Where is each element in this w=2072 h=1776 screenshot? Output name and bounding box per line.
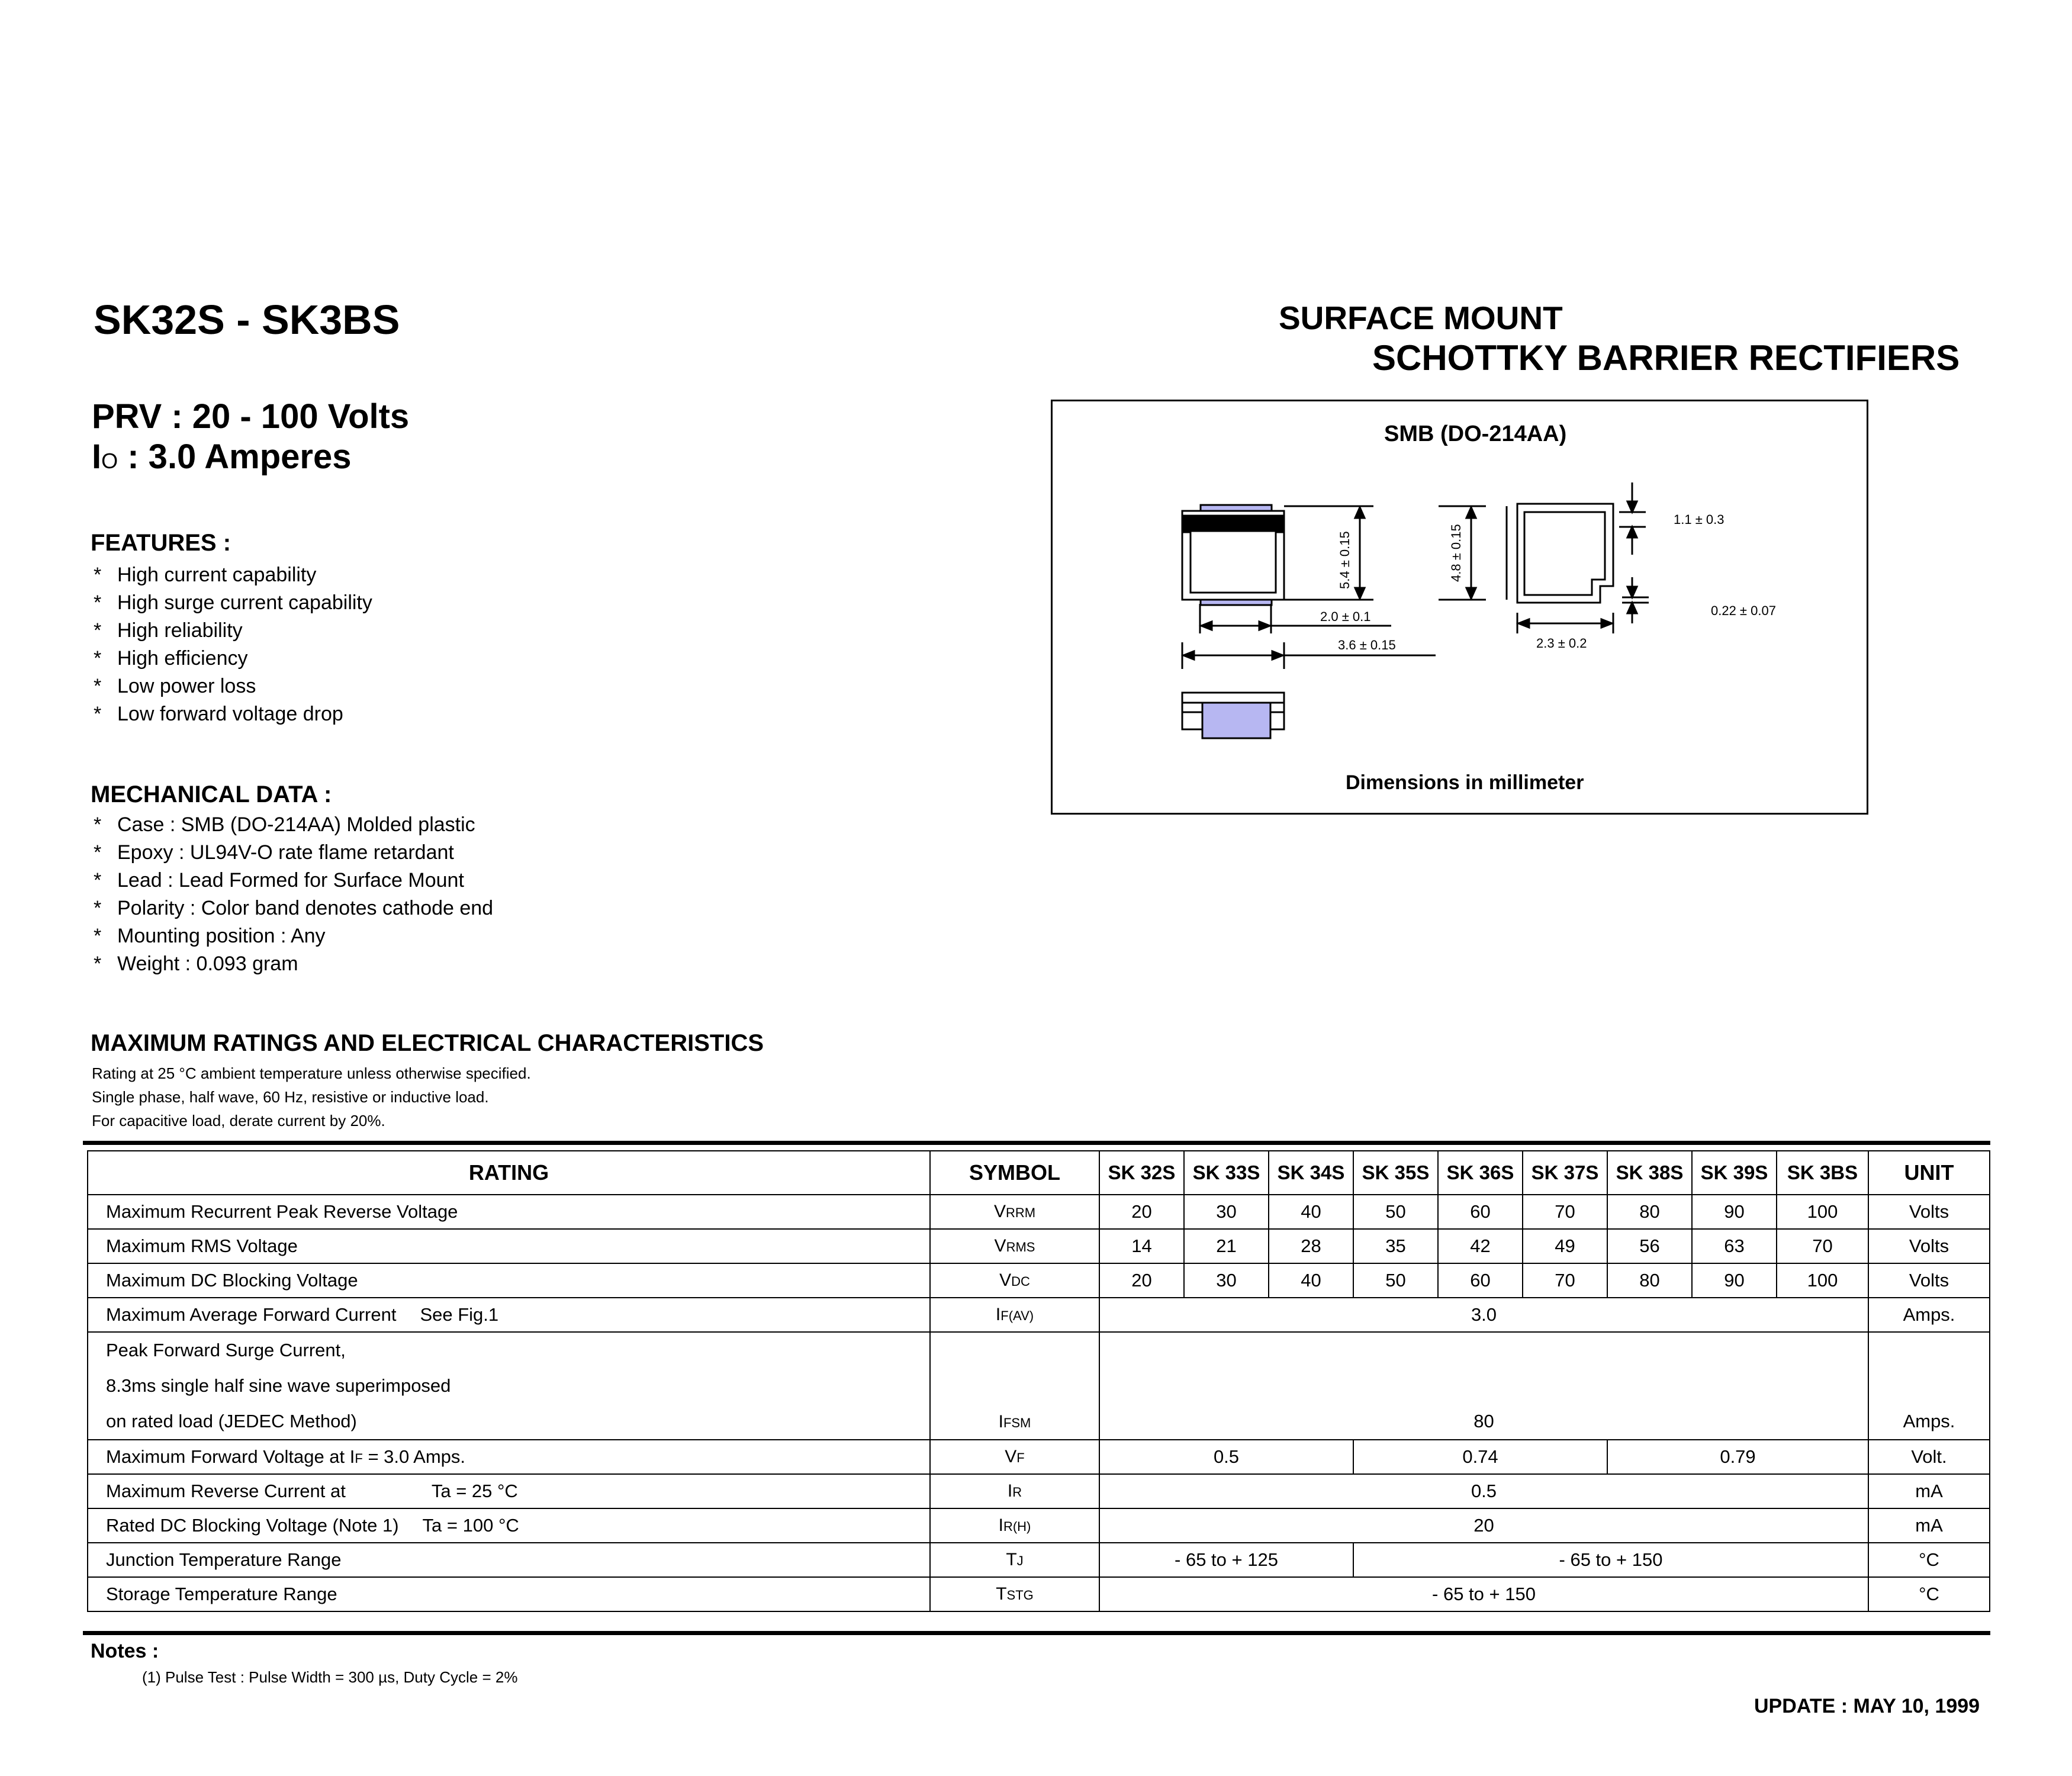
unit-cell: mA <box>1868 1508 1990 1543</box>
list-item: * Polarity : Color band denotes cathode end <box>94 897 494 919</box>
value-cell: 100 <box>1777 1195 1868 1229</box>
update-date: UPDATE : MAY 10, 1999 <box>1754 1695 1980 1717</box>
column-header-part: SK 35S <box>1353 1151 1438 1195</box>
table-top-rule <box>83 1141 1990 1145</box>
value-cell: 20 <box>1099 1263 1184 1298</box>
dimensions-caption: Dimensions in millimeter <box>1346 771 1584 794</box>
list-item: * Case : SMB (DO-214AA) Molded plastic <box>94 813 475 836</box>
value-cell: 21 <box>1184 1229 1269 1263</box>
value-cell: 70 <box>1523 1263 1607 1298</box>
part-number-title: SK32S - SK3BS <box>94 297 400 343</box>
value-cell: 40 <box>1269 1195 1353 1229</box>
rating-label: Storage Temperature Range <box>88 1577 930 1611</box>
symbol-cell: VF <box>930 1440 1099 1474</box>
value-cell: 80 <box>1607 1195 1692 1229</box>
unit-cell: Amps. <box>1868 1332 1990 1440</box>
table-bottom-rule <box>83 1631 1990 1635</box>
features-heading: FEATURES : <box>91 530 231 556</box>
column-header-part: SK 38S <box>1607 1151 1692 1195</box>
value-cell: 42 <box>1438 1229 1523 1263</box>
column-header-symbol: SYMBOL <box>930 1151 1099 1195</box>
product-title-line-2: SCHOTTKY BARRIER RECTIFIERS <box>1372 338 1960 378</box>
value-cell: 56 <box>1607 1229 1692 1263</box>
value-cell: 50 <box>1353 1263 1438 1298</box>
rating-label: Rated DC Blocking Voltage (Note 1) Ta = 100 °C <box>88 1508 930 1543</box>
dim-label: 4.8 ± 0.15 <box>1449 524 1463 582</box>
unit-cell: °C <box>1868 1577 1990 1611</box>
value-cell: - 65 to + 150 <box>1099 1577 1868 1611</box>
package-outline-drawing <box>1051 400 1865 811</box>
list-item: * High efficiency <box>94 647 248 670</box>
rating-label: Maximum Forward Voltage at IF = 3.0 Amps. <box>88 1440 930 1474</box>
value-cell: 30 <box>1184 1263 1269 1298</box>
value-cell: - 65 to + 150 <box>1353 1543 1868 1577</box>
io-value: : 3.0 Amperes <box>118 437 352 476</box>
dim-label: 1.1 ± 0.3 <box>1674 512 1724 527</box>
cathode-band <box>1182 516 1284 532</box>
list-item: * Low power loss <box>94 675 256 697</box>
symbol-cell: TSTG <box>930 1577 1099 1611</box>
list-item: * High current capability <box>94 564 317 586</box>
io-symbol: I <box>92 437 102 476</box>
symbol-cell: VRMS <box>930 1229 1099 1263</box>
rating-label: Junction Temperature Range <box>88 1543 930 1577</box>
symbol-cell: IF(AV) <box>930 1298 1099 1332</box>
rating-label: Maximum DC Blocking Voltage <box>88 1263 930 1298</box>
table-row <box>88 1298 1990 1332</box>
value-cell: 30 <box>1184 1195 1269 1229</box>
symbol-cell: TJ <box>930 1543 1099 1577</box>
notes-heading: Notes : <box>91 1640 159 1662</box>
ratings-table <box>87 1150 1990 1612</box>
column-header-part: SK 33S <box>1184 1151 1269 1195</box>
value-cell: 28 <box>1269 1229 1353 1263</box>
unit-cell: Volts <box>1868 1263 1990 1298</box>
column-header-rating: RATING <box>88 1151 930 1195</box>
value-cell: 90 <box>1692 1195 1777 1229</box>
dim-label: 5.4 ± 0.15 <box>1337 531 1352 589</box>
prv-spec: PRV : 20 - 100 Volts <box>92 397 410 436</box>
table-row <box>88 1440 1990 1474</box>
value-cell: 60 <box>1438 1263 1523 1298</box>
rating-label: Maximum Recurrent Peak Reverse Voltage <box>88 1195 930 1229</box>
value-cell: 20 <box>1099 1195 1184 1229</box>
unit-cell: Volts <box>1868 1229 1990 1263</box>
table-row <box>88 1474 1990 1508</box>
unit-cell: Volt. <box>1868 1440 1990 1474</box>
value-cell: 70 <box>1523 1195 1607 1229</box>
unit-cell: Volts <box>1868 1195 1990 1229</box>
unit-cell: °C <box>1868 1543 1990 1577</box>
value-cell: 63 <box>1692 1229 1777 1263</box>
value-cell: 14 <box>1099 1229 1184 1263</box>
product-title-line-1: SURFACE MOUNT <box>1279 300 1563 336</box>
column-header-part: SK 34S <box>1269 1151 1353 1195</box>
profile-body <box>1517 504 1613 603</box>
value-cell: 20 <box>1099 1508 1868 1543</box>
value-cell: 3.0 <box>1099 1298 1868 1332</box>
top-view-inner <box>1191 531 1276 593</box>
symbol-cell: IR(H) <box>930 1508 1099 1543</box>
value-cell: 49 <box>1523 1229 1607 1263</box>
table-row <box>88 1263 1990 1298</box>
mechanical-data-list <box>94 811 493 978</box>
table-row <box>88 1577 1990 1611</box>
table-row <box>88 1508 1990 1543</box>
condition-line: Single phase, half wave, 60 Hz, resistive or inductive load. <box>92 1088 489 1106</box>
table-row <box>88 1332 1990 1440</box>
value-cell: 35 <box>1353 1229 1438 1263</box>
column-header-part: SK 36S <box>1438 1151 1523 1195</box>
value-cell: 0.74 <box>1353 1440 1607 1474</box>
value-cell: 50 <box>1353 1195 1438 1229</box>
mechanical-data-heading: MECHANICAL DATA : <box>91 781 332 807</box>
list-item: * Weight : 0.093 gram <box>94 953 298 975</box>
value-cell: - 65 to + 125 <box>1099 1543 1353 1577</box>
value-cell: 100 <box>1777 1263 1868 1298</box>
symbol-cell: IFSM <box>930 1332 1099 1440</box>
features-list <box>94 561 372 728</box>
column-header-part: SK 3BS <box>1777 1151 1868 1195</box>
column-header-part: SK 37S <box>1523 1151 1607 1195</box>
list-item: * Epoxy : UL94V-O rate flame retardant <box>94 841 454 864</box>
list-item: * High surge current capability <box>94 591 372 614</box>
column-header-part: SK 32S <box>1099 1151 1184 1195</box>
symbol-cell: IR <box>930 1474 1099 1508</box>
dim-label: 2.0 ± 0.1 <box>1320 609 1371 624</box>
symbol-cell: VDC <box>930 1263 1099 1298</box>
dim-label: 3.6 ± 0.15 <box>1338 638 1396 652</box>
list-item: * Mounting position : Any <box>94 925 326 947</box>
rating-label: Maximum RMS Voltage <box>88 1229 930 1263</box>
value-cell: 40 <box>1269 1263 1353 1298</box>
value-cell: 0.79 <box>1607 1440 1868 1474</box>
list-item: * Lead : Lead Formed for Surface Mount <box>94 869 464 892</box>
value-cell: 90 <box>1692 1263 1777 1298</box>
condition-line: For capacitive load, derate current by 20%. <box>92 1112 385 1130</box>
value-cell: 70 <box>1777 1229 1868 1263</box>
value-cell: 0.5 <box>1099 1474 1868 1508</box>
ratings-heading: MAXIMUM RATINGS AND ELECTRICAL CHARACTERISTICS <box>91 1030 764 1056</box>
unit-cell: mA <box>1868 1474 1990 1508</box>
note-item: (1) Pulse Test : Pulse Width = 300 µs, Duty Cycle = 2% <box>142 1668 518 1686</box>
condition-line: Rating at 25 °C ambient temperature unless otherwise specified. <box>92 1064 531 1082</box>
value-cell: 80 <box>1099 1332 1868 1440</box>
value-cell: 80 <box>1607 1263 1692 1298</box>
rating-label: Peak Forward Surge Current, 8.3ms single half sine wave superimposed on rated load (JEDEC Method) <box>88 1332 930 1440</box>
io-subscript: O <box>101 449 118 473</box>
list-item: * Low forward voltage drop <box>94 703 343 725</box>
list-item: * High reliability <box>94 619 243 642</box>
table-header-row <box>88 1151 1990 1195</box>
column-header-unit: UNIT <box>1868 1151 1990 1195</box>
table-row <box>88 1543 1990 1577</box>
value-cell: 60 <box>1438 1195 1523 1229</box>
dim-label: 2.3 ± 0.2 <box>1536 636 1587 651</box>
table-row <box>88 1195 1990 1229</box>
package-title: SMB (DO-214AA) <box>1384 422 1567 446</box>
value-cell: 0.5 <box>1099 1440 1353 1474</box>
column-header-part: SK 39S <box>1692 1151 1777 1195</box>
symbol-cell: VRRM <box>930 1195 1099 1229</box>
rating-label: Maximum Average Forward Current See Fig.1 <box>88 1298 930 1332</box>
unit-cell: Amps. <box>1868 1298 1990 1332</box>
ratings-conditions <box>92 1061 531 1132</box>
dim-label: 0.22 ± 0.07 <box>1711 603 1776 618</box>
table-row <box>88 1229 1990 1263</box>
side-view-lead <box>1202 703 1270 738</box>
io-spec <box>92 437 352 477</box>
rating-label: Maximum Reverse Current at Ta = 25 °C <box>88 1474 930 1508</box>
